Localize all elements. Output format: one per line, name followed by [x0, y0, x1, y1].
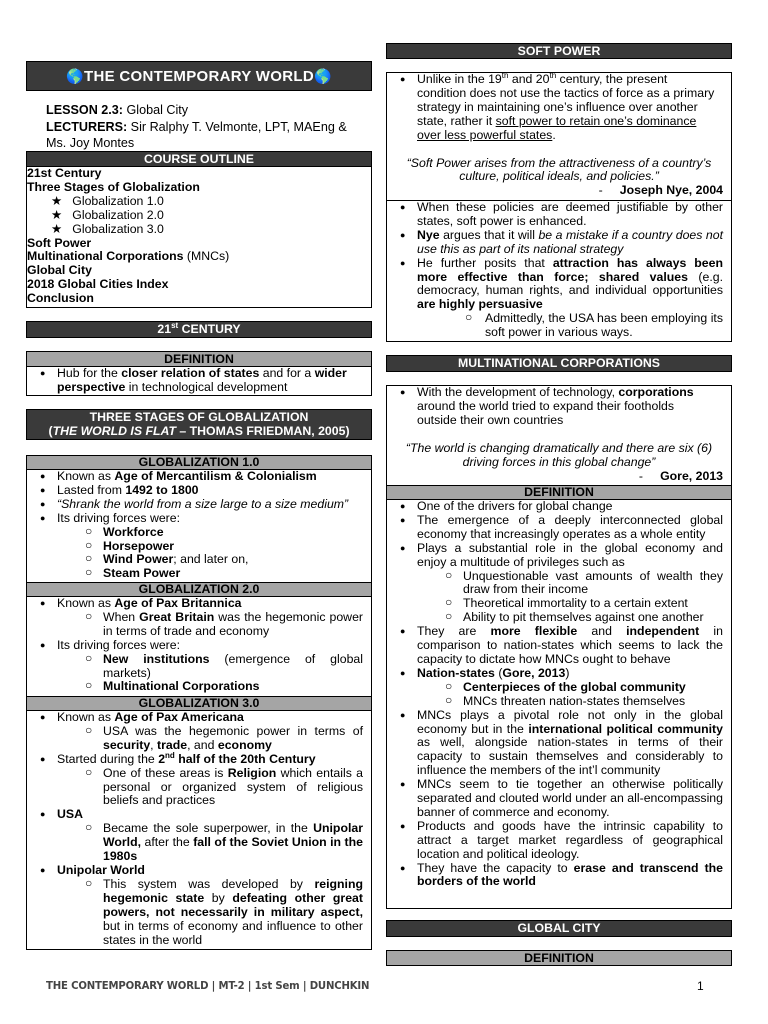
- outline-item: ★ Globalization 3.0: [51, 221, 164, 236]
- lecturers-label: LECTURERS:: [46, 119, 128, 134]
- soft-power-intro: [386, 72, 732, 201]
- outline-item: Three Stages of Globalization: [27, 179, 200, 194]
- mnc-intro: [386, 385, 732, 485]
- list-item: ○ Became the sole superpower, in the Unipolar World, after the fall of the Soviet Union in the 1980s: [85, 820, 363, 864]
- list-item: ● Its driving forces were:: [40, 510, 181, 525]
- quote-attribution: - Joseph Nye, 2004: [598, 183, 723, 198]
- outline-item: Global City: [27, 263, 92, 278]
- list-item: ○ Workforce: [85, 523, 164, 539]
- document-title: [26, 61, 372, 91]
- list-item: ○ New institutions (emergence of global markets): [85, 650, 363, 680]
- list-item: ● Nation-states (Gore, 2013): [400, 665, 570, 680]
- list-item: ○ This system was developed by reigning hegemonic state by defeating other great powers, not necessarily in military aspect, but in terms of economy and influence to other states in the world: [85, 875, 363, 947]
- mnc-definition-header: DEFINITION: [386, 485, 732, 500]
- outline-item: 21st Century: [27, 166, 102, 180]
- section-21st-century-header: 21st CENTURY: [26, 321, 372, 338]
- page-number: 1: [697, 979, 704, 993]
- list-item: ○ Theoretical immortality to a certain extent: [445, 595, 688, 611]
- outline-item: ★ Globalization 1.0: [51, 193, 164, 208]
- outline-item: 2018 Global Cities Index: [27, 277, 169, 292]
- outline-item: ★ Globalization 2.0: [51, 207, 164, 222]
- star-icon: ★: [51, 221, 63, 236]
- list-item: ○ When Great Britain was the hegemonic power in terms of trade and economy: [85, 608, 364, 638]
- list-item: ○ Steam Power: [85, 565, 181, 581]
- list-item: ○ Admittedly, the USA has been employing its soft power in various ways.: [465, 310, 723, 340]
- section-global-city-header: GLOBAL CITY: [386, 920, 732, 937]
- course-outline-header: COURSE OUTLINE: [26, 151, 372, 167]
- soft-power-body: [386, 200, 732, 342]
- list-item: ● Its driving forces were:: [40, 637, 181, 652]
- list-item: ● Nye argues that it will be a mistake if a country does not use this as part of its national strategy: [400, 227, 724, 256]
- quote-attribution: - Gore, 2013: [638, 468, 723, 483]
- globe-icon: 🌎: [313, 68, 332, 84]
- lesson-value: Global City: [126, 103, 189, 117]
- list-item: ● Plays a substantial role in the global economy and enjoy a multitude of privileges such as: [400, 540, 723, 569]
- list-item: ○ Unquestionable vast amounts of wealth they draw from their income: [445, 567, 723, 597]
- section-soft-power-header: SOFT POWER: [386, 43, 732, 59]
- list-item: ● Unipolar World: [40, 862, 145, 877]
- list-item: ○ Multinational Corporations: [85, 678, 260, 694]
- global-city-definition-header: DEFINITION: [386, 950, 732, 966]
- list-item: ● Hub for the closer relation of states and for a wider perspective in technological development: [40, 366, 347, 394]
- lecturers-line: [46, 119, 366, 152]
- mnc-quote: “The world is changing dramatically and there are six (6) driving forces in this global change”: [405, 440, 713, 469]
- list-item: ● One of the drivers for global change: [400, 499, 613, 513]
- list-item: ○ Centerpieces of the global community: [445, 678, 686, 694]
- star-icon: ★: [51, 193, 63, 208]
- list-item: ● When these policies are deemed justifiable by other states, soft power is enhanced.: [400, 200, 723, 228]
- century-definition-header: DEFINITION: [26, 351, 372, 367]
- list-item: ● Known as Age of Pax Americana: [40, 710, 244, 724]
- list-item: ● Known as Age of Pax Britannica: [40, 596, 242, 610]
- list-item: ● Started during the 2nd half of the 20th Century: [40, 750, 316, 766]
- globalization-3-header: GLOBALIZATION 3.0: [26, 696, 372, 711]
- list-item: ● MNCs plays a pivotal role not only in the global economy but in the international political community as well, alongside nation-states in terms of their capacity to sustain themselves and considerably to influence the members of the int’l community: [400, 707, 723, 778]
- course-outline-list: [26, 166, 372, 308]
- star-icon: ★: [51, 207, 63, 222]
- list-item: ● MNCs seem to tie together an otherwise politically separated and clouted world under an all-encompassing banner of commerce and economy.: [400, 777, 723, 819]
- footer-course-label: THE CONTEMPORARY WORLD | MT-2 | 1st Sem | DUNCHKIN: [46, 979, 370, 992]
- list-item: ● “Shrank the world from a size large to a size medium”: [40, 496, 349, 511]
- list-item: ○ USA was the hegemonic power in terms of security, trade, and economy: [85, 722, 363, 752]
- lesson-line: [46, 102, 366, 119]
- century-definition-body: [26, 366, 372, 396]
- list-item: ○ Ability to pit themselves against one another: [445, 609, 704, 625]
- list-item: ○ Wind Power; and later on,: [85, 551, 249, 567]
- list-item: ● They have the capacity to erase and transcend the borders of the world: [400, 860, 724, 889]
- list-item: ● Lasted from 1492 to 1800: [40, 482, 199, 497]
- globalization-1-header: GLOBALIZATION 1.0: [26, 455, 372, 470]
- mnc-definition-body: [386, 499, 732, 909]
- list-item: ● Known as Age of Mercantilism & Colonialism: [40, 469, 317, 483]
- list-item: ● Products and goods have the intrinsic capability to attract a target market regardless of geographical location and political ideology.: [400, 818, 723, 861]
- section-three-stages-header: THREE STAGES OF GLOBALIZATION (THE WORLD IS FLAT – THOMAS FRIEDMAN, 2005): [26, 409, 372, 440]
- document-title-text: THE CONTEMPORARY WORLD: [84, 68, 314, 85]
- list-item: ● USA: [40, 807, 83, 822]
- soft-power-quote: “Soft Power arises from the attractiveness of a country’s culture, political ideals, and policies.”: [406, 155, 712, 184]
- lesson-info: [46, 102, 366, 152]
- outline-item: Conclusion: [27, 291, 94, 306]
- globalization-2-header: GLOBALIZATION 2.0: [26, 582, 372, 597]
- lesson-label: LESSON 2.3:: [46, 103, 123, 117]
- outline-item: Soft Power: [27, 235, 92, 250]
- outline-item: Multinational Corporations (MNCs): [27, 249, 230, 264]
- section-mnc-header: MULTINATIONAL CORPORATIONS: [386, 355, 732, 372]
- list-item: ● They are more flexible and independent in comparison to nation-states which seems to lack the capacity to dictate how MNCs ought to behave: [400, 624, 724, 666]
- globalization-3-body: [26, 710, 372, 950]
- list-item: ○ One of these areas is Religion which entails a personal or organized system of religious beliefs and practices: [85, 764, 363, 808]
- globalization-1-body: [26, 469, 372, 582]
- list-item: ○ MNCs threaten nation-states themselves: [445, 692, 686, 708]
- lecturers-value: Sir Ralphy T. Velmonte, LPT, MAEng & Ms. Joy Montes: [46, 119, 347, 150]
- globe-icon: 🌎: [66, 68, 85, 84]
- list-item: ● Unlike in the 19th and 20th century, the present condition does not use the tactics of force as a primary strategy in maintaining one’s influence over another state, rather it soft power to retain one’s dominance over less powerful states.: [400, 70, 715, 142]
- list-item: ● He further posits that attraction has always been more effective than force; shared values (e.g. democracy, human rights, and individual opportunities are highly persuasive: [400, 255, 723, 312]
- list-item: ● With the development of technology, corporations around the world tried to expand their footholds outside their own countries: [400, 385, 694, 427]
- list-item: ○ Horsepower: [85, 537, 175, 553]
- globalization-2-body: [26, 596, 372, 696]
- list-item: ● The emergence of a deeply interconnected global economy that increasingly operates as a whole entity: [400, 512, 723, 541]
